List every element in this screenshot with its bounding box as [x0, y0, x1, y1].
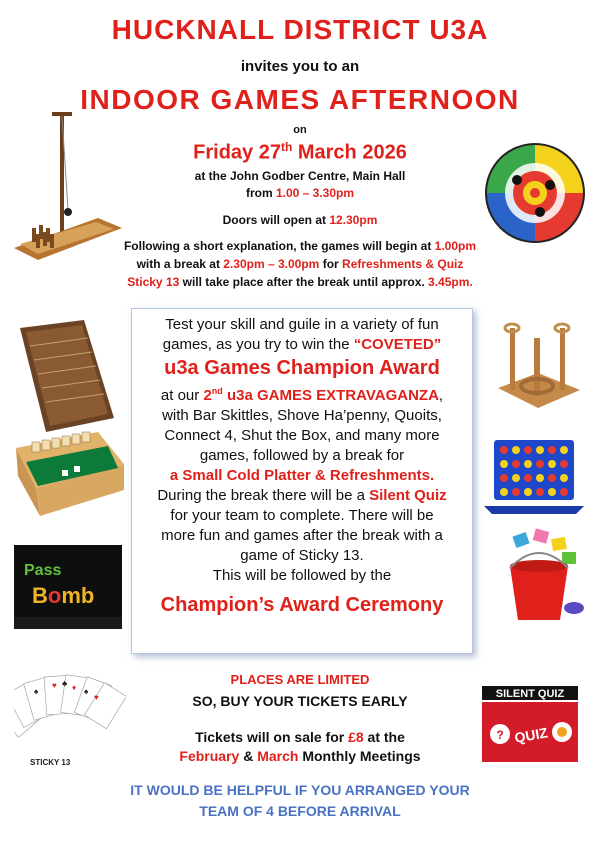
ceremony-title: Champion’s Award Ceremony [160, 594, 444, 616]
award-title: u3a Games Champion Award [164, 357, 440, 379]
tickets-line-1: Tickets will on sale for £8 at the [195, 729, 405, 745]
box-line: games, as you try to win the “COVETED” [162, 336, 442, 353]
box-line: During the break there will be a Silent Quiz [157, 487, 447, 504]
team-note-2: TEAM OF 4 BEFORE ARRIVAL [199, 803, 401, 819]
silent-quiz-banner: SILENT QUIZ [495, 688, 565, 700]
bar-skittles-image [12, 110, 124, 265]
svg-text:♠: ♠ [84, 687, 89, 696]
venue-text: at the John Godber Centre, Main Hall [194, 169, 406, 183]
schedule-line-3: Sticky 13 will take place after the break until approx. 3.45pm. [127, 275, 473, 289]
time-text: from 1.00 – 3.30pm [245, 186, 355, 200]
box-line: Connect 4, Shut the Box, and many more [164, 427, 440, 444]
shut-the-box-image [12, 428, 128, 522]
playing-cards-image [14, 672, 126, 756]
shove-hapenny-image [10, 318, 122, 438]
box-line: Test your skill and guile in a variety of fun [165, 316, 439, 333]
svg-text:♥: ♥ [94, 693, 99, 702]
schedule-line-2: with a break at 2.30pm – 3.00pm for Refreshments & Quiz [136, 257, 464, 271]
svg-text:♠: ♠ [34, 687, 39, 696]
tickets-line-2: February & March Monthly Meetings [179, 748, 421, 764]
sticky-13-label: STICKY 13 [30, 758, 71, 767]
dartboard-image [482, 140, 588, 246]
team-note-1: IT WOULD BE HELPFUL IF YOU ARRANGED YOUR [130, 782, 470, 798]
platter-line: a Small Cold Platter & Refreshments. [169, 467, 435, 484]
silent-quiz-image [478, 684, 582, 764]
bean-bag-bucket-image [496, 528, 588, 628]
svg-text:♦: ♦ [72, 683, 77, 692]
svg-text:QUIZ: QUIZ [513, 724, 549, 746]
box-line: at our 2nd u3a GAMES EXTRAVAGANZA, [160, 386, 444, 404]
on-text: on [293, 124, 307, 136]
event-title: INDOOR GAMES AFTERNOON [80, 84, 520, 115]
box-line: games, followed by a break for [199, 447, 405, 464]
schedule-line-1: Following a short explanation, the games will begin at 1.00pm [123, 239, 477, 253]
ring-toss-image [488, 318, 586, 414]
box-line: game of Sticky 13. [240, 547, 364, 564]
svg-text:♥: ♥ [52, 681, 57, 690]
connect-four-image [480, 436, 588, 516]
svg-text:Bomb: Bomb [32, 583, 95, 608]
svg-text:♣: ♣ [62, 679, 68, 688]
places-limited: PLACES ARE LIMITED [230, 672, 370, 687]
pass-the-bomb-image [14, 545, 122, 629]
invites-line: invites you to an [240, 58, 360, 75]
pass-the-bomb-logo: Pass [24, 562, 62, 579]
info-box [131, 308, 473, 654]
box-line: with Bar Skittles, Shove Ha’penny, Quoits, [162, 407, 442, 424]
svg-text:?: ? [496, 728, 504, 742]
box-line: This will be followed by the [212, 567, 392, 584]
doors-text: Doors will open at 12.30pm [222, 213, 378, 227]
buy-tickets-early: SO, BUY YOUR TICKETS EARLY [192, 693, 408, 709]
box-line: for your team to complete. There will be [170, 507, 434, 524]
event-date: Friday 27th March 2026 [193, 140, 407, 164]
box-line: more fun and games after the break with a [161, 527, 443, 544]
poster-title: HUCKNALL DISTRICT U3A [111, 14, 489, 45]
